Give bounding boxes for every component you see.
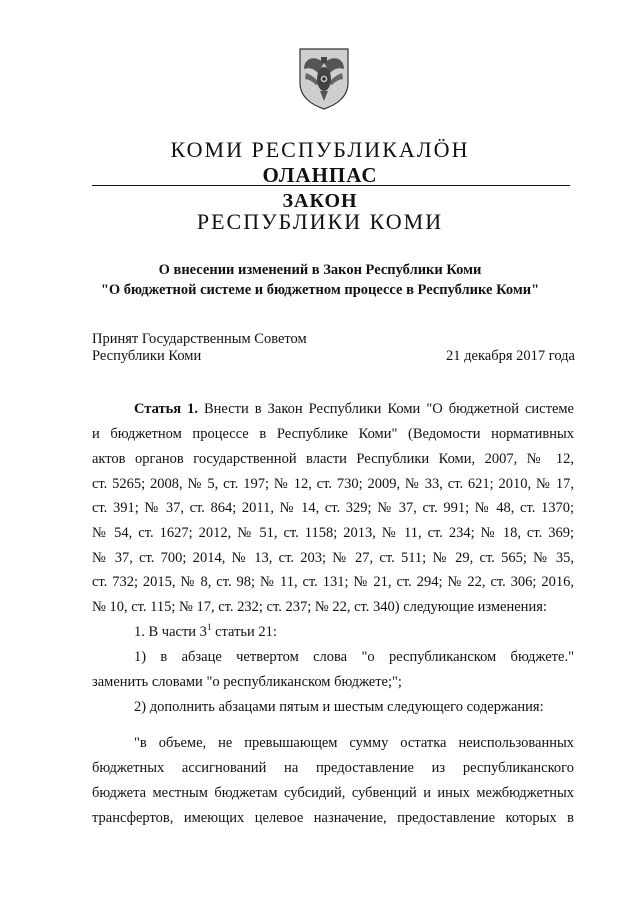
body-line: № 10, ст. 115; № 17, ст. 232; ст. 237; № 22, ст. 340) следующие изменения:	[92, 599, 547, 615]
document-title-line-1: О внесении изменений в Закон Республики Коми	[158, 262, 482, 278]
adoption-date: 21 декабря 2017 года	[446, 348, 575, 364]
superscript-index: 1	[206, 622, 212, 633]
body-line: актов органов государственной власти Республики Коми, 2007, № 12,	[92, 451, 574, 467]
body-line: и бюджетном процессе в Республике Коми" (Ведомости нормативных	[92, 426, 574, 442]
adopted-by-line-2: Республики Коми	[92, 348, 202, 364]
subpoint-2-line: 2) дополнить абзацами пятым и шестым следующего содержания:	[134, 699, 544, 715]
body-line: ст. 732; 2015, № 8, ст. 98; № 11, ст. 131; № 21, ст. 294; № 22, ст. 306; 2016,	[92, 574, 574, 590]
body-line: ст. 5265; 2008, № 5, ст. 197; № 12, ст. 730; 2009, № 33, ст. 621; 2010, № 17,	[92, 476, 574, 492]
adopted-by-line-1: Принят Государственным Советом	[92, 331, 307, 347]
body-line: № 54, ст. 1627; 2012, № 51, ст. 1158; 2013, № 11, ст. 234; № 18, ст. 369;	[92, 525, 574, 541]
subpoint-1-line-1: 1) в абзаце четвертом слова "о республиканском бюджете."	[134, 649, 574, 665]
quote-line: бюджетных ассигнований на предоставление из республиканского	[92, 760, 574, 776]
header-republic-komi: РЕСПУБЛИКИ КОМИ	[196, 209, 444, 234]
document-title-line-2: "О бюджетной системе и бюджетном процессе в Республике Коми"	[100, 282, 540, 298]
header-divider-line	[92, 185, 570, 186]
quote-line: бюджета местным бюджетам субсидий, субвенций и иных межбюджетных	[92, 785, 574, 801]
subpoint-1-line-2: заменить словами "о республиканском бюджете;";	[92, 674, 402, 690]
article-lead-text: Внести в Закон Республики Коми "О бюджетной системе	[197, 401, 574, 417]
body-line: ст. 391; № 37, ст. 864; 2011, № 14, ст. 329; № 37, ст. 991; № 48, ст. 1370;	[92, 500, 574, 516]
komi-coat-of-arms-emblem	[296, 45, 352, 111]
body-line: № 37, ст. 700; 2014, № 13, ст. 203; № 27, ст. 511; № 29, ст. 565; № 35,	[92, 550, 574, 566]
article-1-first-line	[134, 401, 574, 418]
point-1-line: 1. В части $3^1$ статьи 21:	[134, 622, 277, 640]
header-olanpas: ОЛАНПАС	[262, 163, 378, 187]
header-komi-republic-native: КОМИ РЕСПУБЛИКАЛÖН	[170, 137, 470, 162]
quote-line: "в объеме, не превышающем сумму остатка неиспользованных	[134, 735, 574, 751]
quote-line: трансфертов, имеющих целевое назначение, предоставление которых в	[92, 810, 574, 826]
header-zakon: ЗАКОН	[282, 190, 358, 212]
article-label: Статья 1.	[134, 401, 198, 417]
